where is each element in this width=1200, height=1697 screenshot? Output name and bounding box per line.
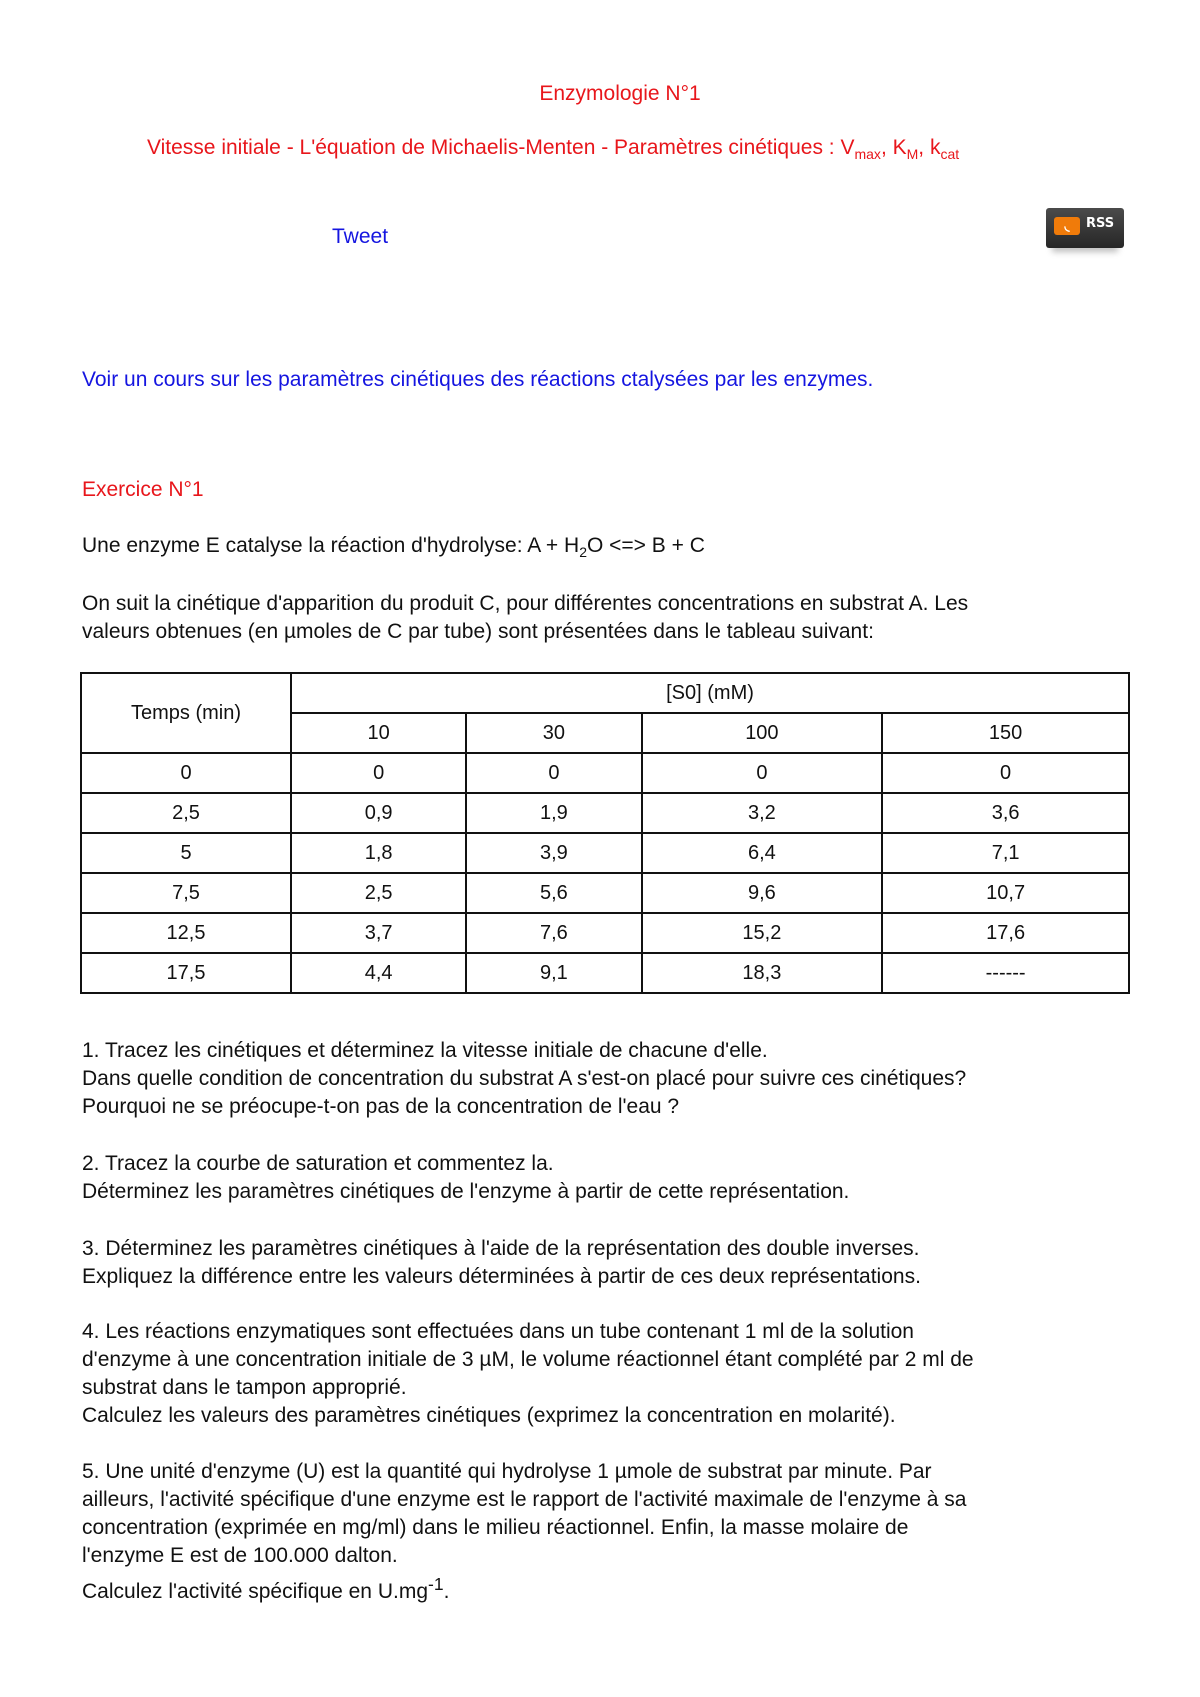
question-line: Pourquoi ne se préocupe-t-on pas de la concentration de l'eau ? (82, 1095, 680, 1118)
table-cell: 9,1 (466, 953, 641, 993)
table-cell: 0 (81, 753, 291, 793)
table-cell: 1,9 (466, 793, 641, 833)
table-cell: 2,5 (291, 873, 466, 913)
question-line: Dans quelle condition de concentration du substrat A s'est-on placé pour suivre ces cinétiques? (82, 1067, 967, 1090)
exercise-title: Exercice N°1 (82, 478, 204, 501)
table-cell: 12,5 (81, 913, 291, 953)
table-row (81, 913, 1129, 953)
subscript-m: M (906, 146, 919, 162)
question-line: d'enzyme à une concentration initiale de 3 µM, le volume réactionnel étant complété par 2 ml de (82, 1348, 974, 1371)
table-cell: 4,4 (291, 953, 466, 993)
table-row (81, 873, 1129, 913)
table-row (81, 753, 1129, 793)
table-cell: 0 (642, 753, 883, 793)
table-cell: 10,7 (882, 873, 1129, 913)
concentration-cell: 150 (882, 713, 1129, 753)
reaction-subscript: 2 (579, 544, 587, 561)
subscript-max: max (854, 146, 881, 162)
table-row (81, 953, 1129, 993)
table-cell: 1,8 (291, 833, 466, 873)
question-line: substrat dans le tampon approprié. (82, 1376, 407, 1399)
question-line (82, 1570, 449, 1606)
table-cell: 15,2 (642, 913, 883, 953)
table-cell: 7,5 (81, 873, 291, 913)
table-row (81, 793, 1129, 833)
time-header: Temps (min) (81, 673, 291, 753)
question-line: Calculez les valeurs des paramètres cinétiques (exprimez la concentration en molarité). (82, 1404, 896, 1427)
question-line: Déterminez les paramètres cinétiques de l'enzyme à partir de cette représentation. (82, 1180, 850, 1203)
table-header-row (81, 673, 1129, 713)
table-cell: 9,6 (642, 873, 883, 913)
table-cell: 18,3 (642, 953, 883, 993)
table-cell: 3,9 (466, 833, 641, 873)
table-cell: 17,5 (81, 953, 291, 993)
question-line: ailleurs, l'activité spécifique d'une enzyme est le rapport de l'activité maximale de l'enzyme à sa (82, 1488, 967, 1511)
rss-label: RSS (1086, 216, 1115, 231)
question-line: Expliquez la différence entre les valeurs déterminées à partir de ces deux représentations. (82, 1265, 921, 1288)
table-cell: 6,4 (642, 833, 883, 873)
reaction-text: Une enzyme E catalyse la réaction d'hydrolyse: A + H (82, 534, 580, 557)
question-line: l'enzyme E est de 100.000 dalton. (82, 1544, 398, 1567)
question-text: Calculez l'activité spécifique en U.mg (82, 1580, 428, 1603)
concentration-cell: 10 (291, 713, 466, 753)
concentration-cell: 100 (642, 713, 883, 753)
table-cell: 0 (882, 753, 1129, 793)
subscript-cat: cat (940, 146, 960, 162)
question-line: 2. Tracez la courbe de saturation et commentez la. (82, 1152, 554, 1175)
tweet-link[interactable]: Tweet (332, 225, 389, 248)
subtitle-main: Vitesse initiale - L'équation de Michaelis-Menten - Paramètres cinétiques : V (147, 136, 855, 159)
question-line: 4. Les réactions enzymatiques sont effectuées dans un tube contenant 1 ml de la solution (82, 1320, 914, 1343)
data-table (80, 672, 1130, 994)
page-title: Enzymologie N°1 (539, 82, 701, 105)
table-cell: 0 (466, 753, 641, 793)
reaction-equation (82, 532, 705, 566)
concentration-cell: 30 (466, 713, 641, 753)
question-text: . (443, 1580, 450, 1603)
concentration-header: [S0] (mM) (291, 673, 1129, 713)
table-cell: ------ (882, 953, 1129, 993)
table-cell: 3,2 (642, 793, 883, 833)
table-cell: 7,1 (882, 833, 1129, 873)
table-cell: 5 (81, 833, 291, 873)
rss-icon: ◟ (1054, 217, 1080, 235)
intro-line: valeurs obtenues (en µmoles de C par tube) sont présentées dans le tableau suivant: (82, 620, 874, 643)
course-link[interactable]: Voir un cours sur les paramètres cinétiques des réactions ctalysées par les enzymes. (82, 368, 874, 391)
page-subtitle (147, 136, 959, 162)
table-cell: 5,6 (466, 873, 641, 913)
table-cell: 3,7 (291, 913, 466, 953)
table-cell: 3,6 (882, 793, 1129, 833)
table-cell: 7,6 (466, 913, 641, 953)
question-line: concentration (exprimée en mg/ml) dans le milieu réactionnel. Enfin, la masse molaire de (82, 1516, 909, 1539)
question-line: 5. Une unité d'enzyme (U) est la quantité qui hydrolyse 1 µmole de substrat par minute. Par (82, 1460, 932, 1483)
table-cell: 2,5 (81, 793, 291, 833)
rss-button[interactable] (1046, 208, 1124, 248)
subtitle-sep: , K (880, 136, 907, 159)
reaction-text: O <=> B + C (586, 534, 705, 557)
unit-superscript: -1 (428, 1574, 444, 1594)
table-cell: 0,9 (291, 793, 466, 833)
table-cell: 17,6 (882, 913, 1129, 953)
table-cell: 0 (291, 753, 466, 793)
question-line: 3. Déterminez les paramètres cinétiques à l'aide de la représentation des double inverses. (82, 1237, 920, 1260)
table-row (81, 833, 1129, 873)
intro-line: On suit la cinétique d'apparition du produit C, pour différentes concentrations en substrat A. Les (82, 592, 969, 615)
question-line: 1. Tracez les cinétiques et déterminez la vitesse initiale de chacune d'elle. (82, 1039, 768, 1062)
subtitle-sep: , k (918, 136, 941, 159)
